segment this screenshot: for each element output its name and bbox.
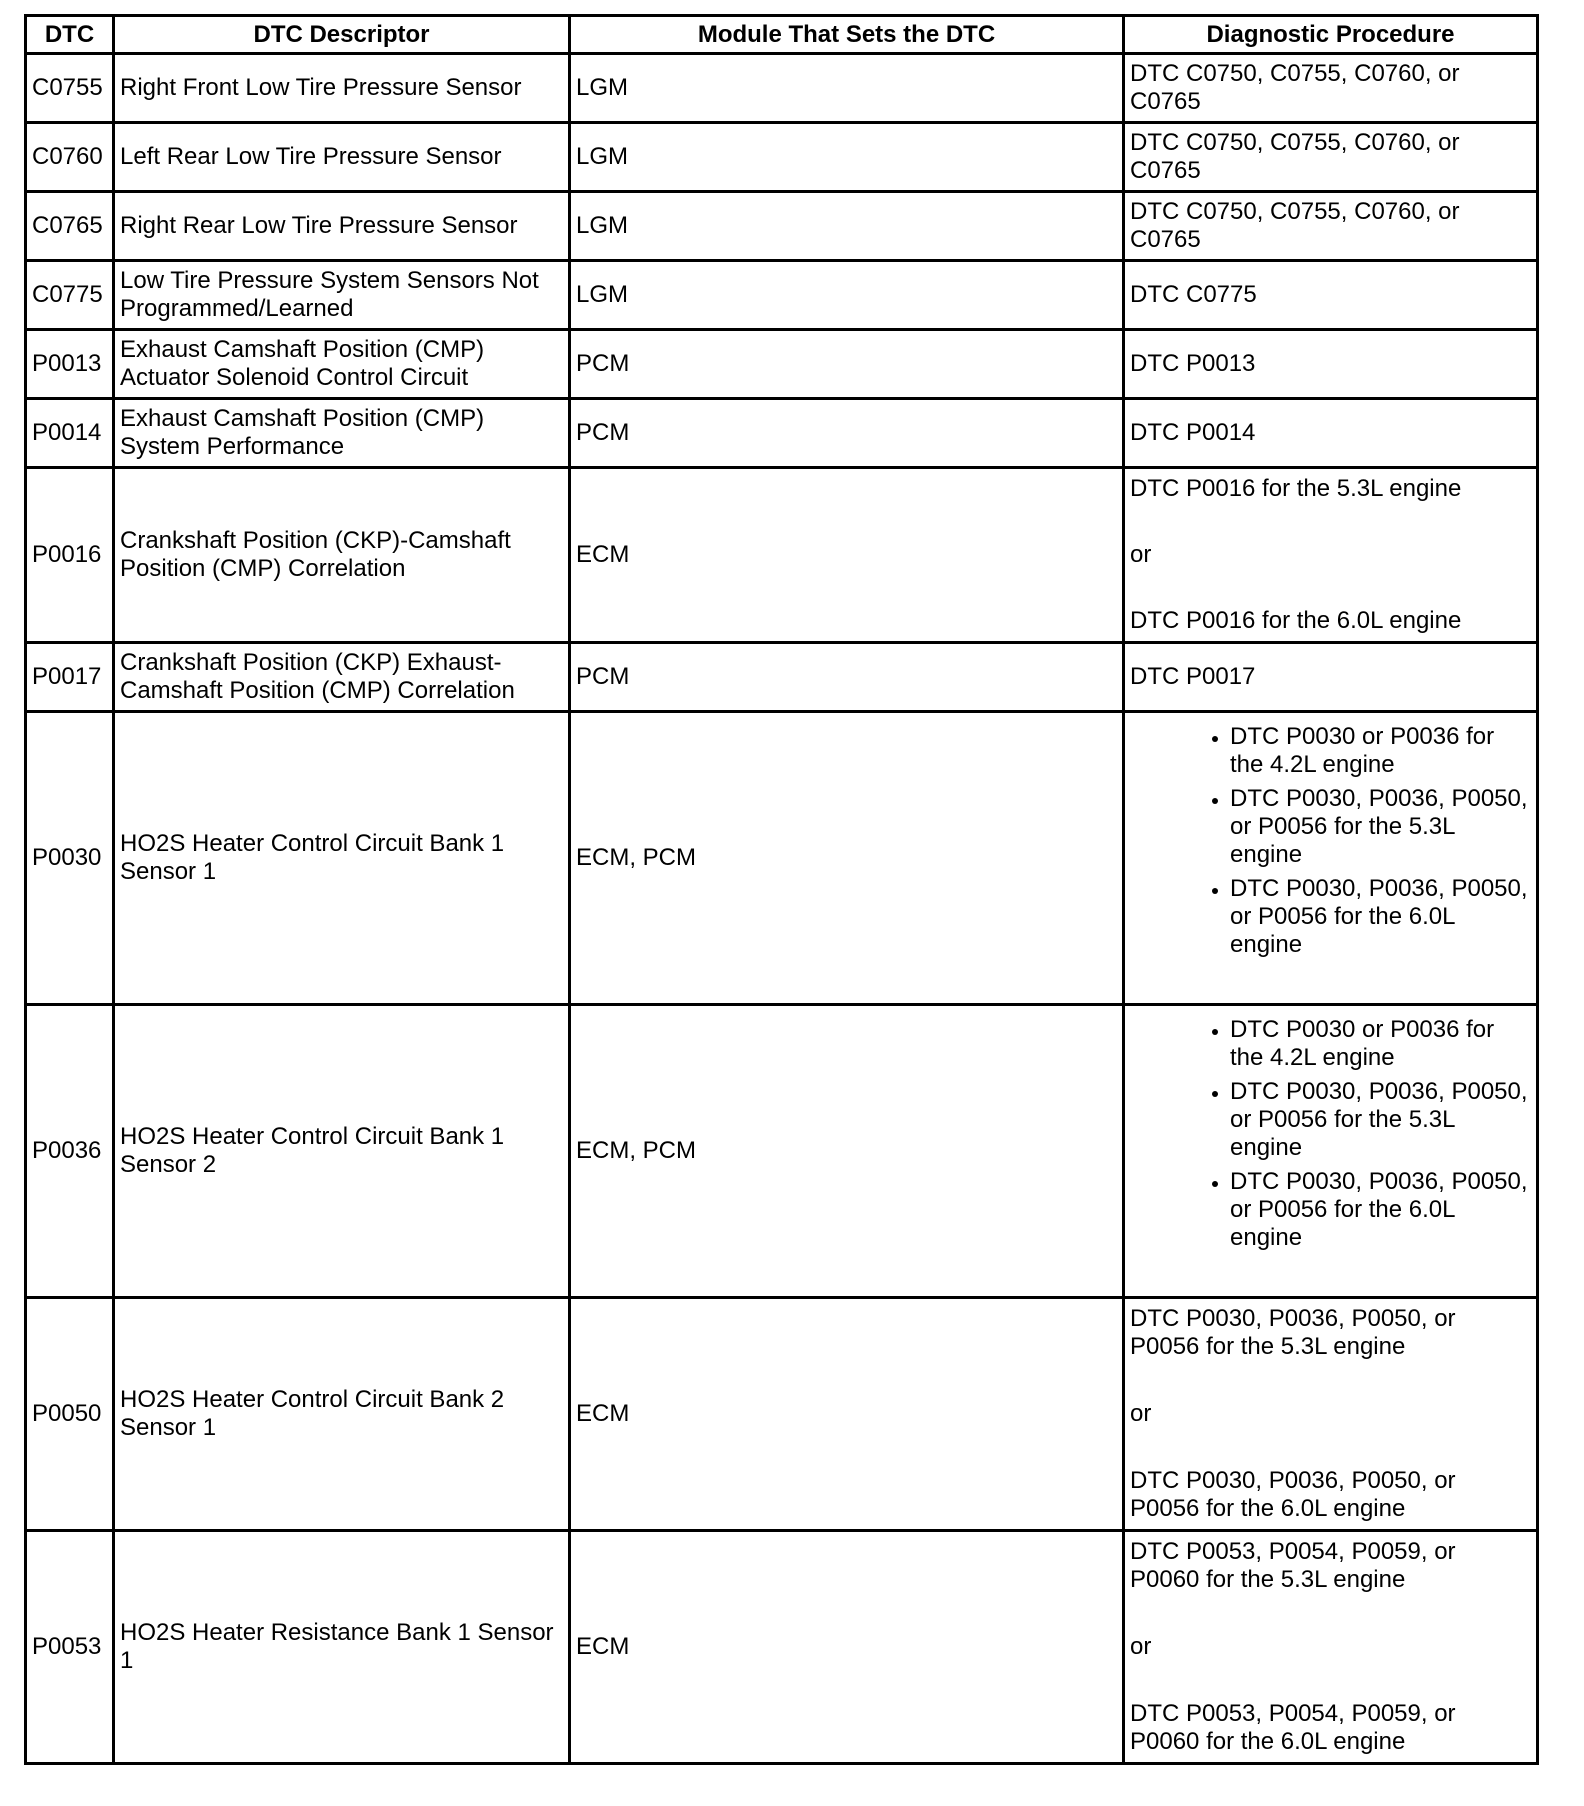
dtc-module: ECM (570, 1298, 1124, 1531)
list-item: • DTC P0030 or P0036 for the 4.2L engine (1230, 1016, 1531, 1072)
header-row (26, 16, 1538, 54)
table-row (26, 643, 1538, 712)
procedure-line: DTC P0030, P0036, P0050, or P0056 for the 6.0L engine (1130, 1467, 1456, 1522)
dtc-code: C0760 (26, 123, 114, 192)
dtc-descriptor: HO2S Heater Control Circuit Bank 1 Sensor 2 (114, 1005, 570, 1298)
list-item: • DTC P0030 or P0036 for the 4.2L engine (1230, 723, 1531, 779)
header-descriptor: DTC Descriptor (114, 16, 570, 54)
dtc-procedure: DTC P0014 (1124, 399, 1538, 468)
table-row (26, 468, 1538, 643)
dtc-module: LGM (570, 54, 1124, 123)
table-row (26, 54, 1538, 123)
dtc-descriptor: HO2S Heater Control Circuit Bank 2 Sensor 1 (114, 1298, 570, 1531)
procedure-or: or (1130, 541, 1152, 568)
dtc-descriptor: Crankshaft Position (CKP) Exhaust-Camshaft Position (CMP) Correlation (114, 643, 570, 712)
dtc-module: ECM, PCM (570, 1005, 1124, 1298)
table-row (26, 712, 1538, 1005)
table-row (26, 123, 1538, 192)
list-item: • DTC P0030, P0036, P0050, or P0056 for the 5.3L engine (1230, 785, 1531, 869)
list-item: • DTC P0030, P0036, P0050, or P0056 for the 5.3L engine (1230, 1078, 1531, 1162)
dtc-descriptor: Exhaust Camshaft Position (CMP) Actuator Solenoid Control Circuit (114, 330, 570, 399)
table-row (26, 1005, 1538, 1298)
dtc-procedure: DTC C0775 (1124, 261, 1538, 330)
procedure-or: or (1130, 1400, 1152, 1427)
procedure-list (1130, 1016, 1531, 1252)
dtc-procedure (1124, 468, 1538, 643)
dtc-procedure: DTC C0750, C0755, C0760, or C0765 (1124, 54, 1538, 123)
dtc-procedure: DTC C0750, C0755, C0760, or C0765 (1124, 123, 1538, 192)
table-row (26, 330, 1538, 399)
table-row (26, 399, 1538, 468)
table-row (26, 192, 1538, 261)
dtc-table (24, 14, 1539, 1765)
dtc-descriptor: Exhaust Camshaft Position (CMP) System Performance (114, 399, 570, 468)
header-dtc: DTC (26, 16, 114, 54)
dtc-procedure (1124, 1005, 1538, 1298)
dtc-descriptor: Left Rear Low Tire Pressure Sensor (114, 123, 570, 192)
dtc-module: ECM (570, 468, 1124, 643)
table-row (26, 1298, 1538, 1531)
list-item: • DTC P0030, P0036, P0050, or P0056 for the 6.0L engine (1230, 1168, 1531, 1252)
header-module: Module That Sets the DTC (570, 16, 1124, 54)
dtc-code: P0050 (26, 1298, 114, 1531)
dtc-module: PCM (570, 330, 1124, 399)
dtc-descriptor: Right Front Low Tire Pressure Sensor (114, 54, 570, 123)
procedure-line: DTC P0053, P0054, P0059, or P0060 for the 6.0L engine (1130, 1700, 1456, 1755)
dtc-module: PCM (570, 643, 1124, 712)
dtc-module: PCM (570, 399, 1124, 468)
dtc-code: P0016 (26, 468, 114, 643)
dtc-code: P0014 (26, 399, 114, 468)
table-row (26, 261, 1538, 330)
list-item: • DTC P0030, P0036, P0050, or P0056 for the 6.0L engine (1230, 875, 1531, 959)
dtc-module: ECM, PCM (570, 712, 1124, 1005)
dtc-descriptor: Right Rear Low Tire Pressure Sensor (114, 192, 570, 261)
dtc-descriptor: Low Tire Pressure System Sensors Not Programmed/Learned (114, 261, 570, 330)
procedure-list (1130, 723, 1531, 959)
dtc-descriptor: HO2S Heater Control Circuit Bank 1 Sensor 1 (114, 712, 570, 1005)
dtc-procedure: DTC P0013 (1124, 330, 1538, 399)
dtc-descriptor: Crankshaft Position (CKP)-Camshaft Position (CMP) Correlation (114, 468, 570, 643)
dtc-procedure (1124, 712, 1538, 1005)
procedure-or: or (1130, 1633, 1152, 1660)
dtc-code: P0036 (26, 1005, 114, 1298)
procedure-line: DTC P0030, P0036, P0050, or P0056 for the 5.3L engine (1130, 1305, 1456, 1360)
dtc-module: LGM (570, 261, 1124, 330)
dtc-code: C0755 (26, 54, 114, 123)
table-row (26, 1531, 1538, 1764)
dtc-code: P0017 (26, 643, 114, 712)
dtc-module: LGM (570, 123, 1124, 192)
dtc-module: LGM (570, 192, 1124, 261)
dtc-procedure: DTC P0017 (1124, 643, 1538, 712)
header-procedure: Diagnostic Procedure (1124, 16, 1538, 54)
dtc-descriptor: HO2S Heater Resistance Bank 1 Sensor 1 (114, 1531, 570, 1764)
dtc-code: C0765 (26, 192, 114, 261)
dtc-code: P0030 (26, 712, 114, 1005)
dtc-code: C0775 (26, 261, 114, 330)
dtc-module: ECM (570, 1531, 1124, 1764)
dtc-procedure (1124, 1531, 1538, 1764)
procedure-line: DTC P0016 for the 5.3L engine (1130, 475, 1462, 502)
dtc-code: P0053 (26, 1531, 114, 1764)
dtc-procedure (1124, 1298, 1538, 1531)
dtc-code: P0013 (26, 330, 114, 399)
procedure-line: DTC P0053, P0054, P0059, or P0060 for the 5.3L engine (1130, 1538, 1456, 1593)
procedure-line: DTC P0016 for the 6.0L engine (1130, 607, 1462, 634)
dtc-procedure: DTC C0750, C0755, C0760, or C0765 (1124, 192, 1538, 261)
